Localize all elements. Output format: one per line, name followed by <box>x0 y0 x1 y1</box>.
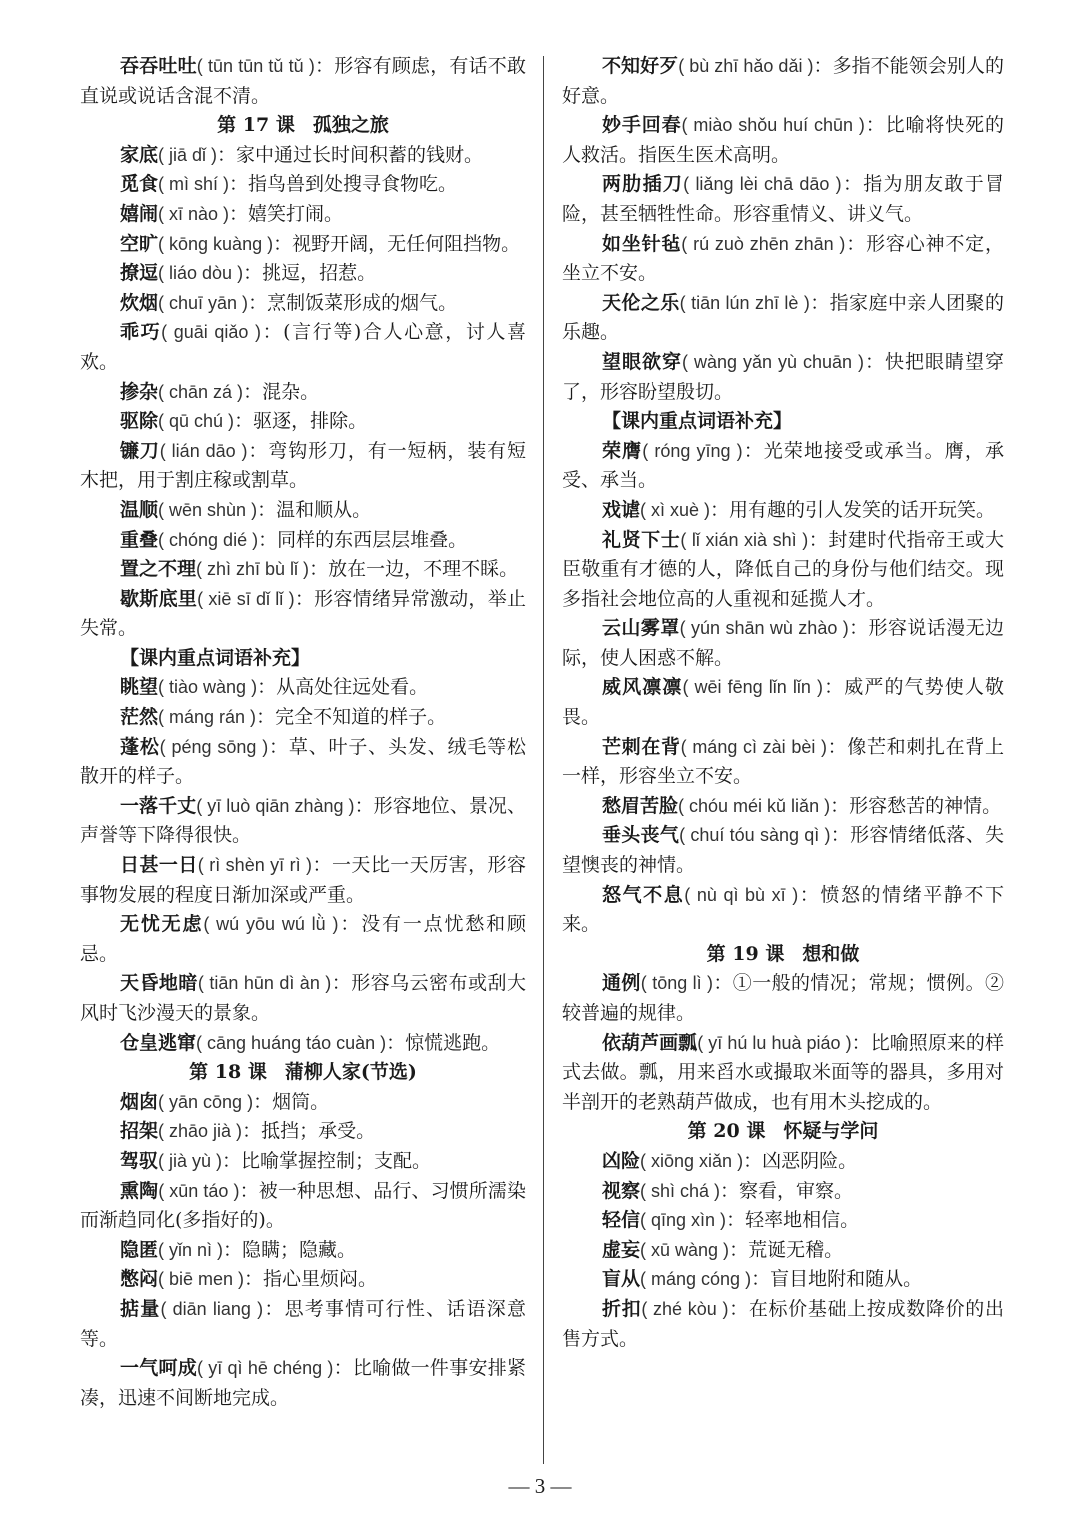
vocab-definition: ：指心里烦闷。 <box>244 1268 378 1291</box>
vocab-entry <box>80 792 526 851</box>
vocab-pinyin: ( máng rán ) <box>158 707 257 728</box>
vocab-pinyin: ( bù zhī hǎo dǎi ) <box>678 56 814 76</box>
vocab-entry <box>562 792 1004 822</box>
lesson-title: 怀疑与学问 <box>783 1120 879 1143</box>
vocab-word: 驾驭 <box>120 1149 159 1172</box>
vocab-definition: ：封建时代指帝王或大臣敬重有才德的人，降低自己的身份与他们结交。现多指社会地位高的人重视和延揽人才。 <box>562 528 1004 610</box>
vocab-entry <box>80 673 526 703</box>
vocab-word: 芒刺在背 <box>602 735 681 758</box>
vocab-pinyin: ( yān cōng ) <box>158 1091 254 1112</box>
vocab-pinyin: ( biē men ) <box>158 1269 245 1290</box>
vocab-word: 日甚一日 <box>120 854 198 877</box>
vocab-entry <box>80 969 526 1028</box>
vocab-definition: ：①一般的情况；常规；惯例。②较普遍的规律。 <box>562 972 1004 1024</box>
vocab-pinyin: ( xūn táo ) <box>158 1180 240 1201</box>
vocab-pinyin: ( shì chá ) <box>640 1180 721 1201</box>
vocab-definition: ：被一种思想、品行、习惯所濡染而渐趋同化(多指好的)。 <box>80 1179 526 1232</box>
vocab-entry <box>80 1354 526 1413</box>
vocab-pinyin: ( zhāo jià ) <box>158 1121 243 1142</box>
vocab-word: 隐匿 <box>120 1238 159 1261</box>
vocab-word: 炊烟 <box>120 291 159 314</box>
vocab-definition: ：形容地位、景况、声誉等下降得很快。 <box>80 794 526 847</box>
vocab-entry <box>80 259 526 289</box>
vocab-word: 蓬松 <box>120 735 160 758</box>
vocab-word: 威风凛凛 <box>602 676 683 699</box>
vocab-definition: ：盲目地附和随从。 <box>751 1268 923 1291</box>
vocab-word: 云山雾罩 <box>602 617 680 640</box>
vocab-definition: ：用有趣的引人发笑的话开玩笑。 <box>710 498 996 521</box>
section-subheading: 【课内重点词语补充】 <box>120 646 311 669</box>
vocab-entry <box>562 526 1004 615</box>
vocab-entry <box>80 851 526 910</box>
vocab-word: 一落千丈 <box>120 794 197 817</box>
vocab-word: 眺望 <box>120 676 159 699</box>
vocab-word: 通例 <box>602 972 641 995</box>
vocab-definition: ：视野开阔，无任何阻挡物。 <box>273 232 521 255</box>
vocab-definition: ：像芒和刺扎在背上一样，形容坐立不安。 <box>562 735 1004 788</box>
vocab-definition: ：比喻将快死的人救活。指医生医术高明。 <box>562 114 1004 166</box>
lesson-number: 第 17 课 <box>217 114 295 137</box>
vocab-definition: ：挑逗，招惹。 <box>243 262 377 285</box>
vocab-word: 置之不理 <box>120 558 197 581</box>
vocab-word: 垂头丧气 <box>602 824 680 847</box>
vocab-entry <box>80 1295 526 1354</box>
vocab-pinyin: ( róng yīng ) <box>642 440 743 461</box>
vocab-definition: ：草、叶子、头发、绒毛等松散开的样子。 <box>80 735 526 788</box>
vocab-definition: ：隐瞒；隐藏。 <box>223 1238 357 1261</box>
vocab-word: 妙手回春 <box>602 114 682 137</box>
vocab-entry <box>80 1029 526 1059</box>
vocab-pinyin: ( yī luò qiān zhàng ) <box>196 795 355 816</box>
vocab-pinyin: ( liáo dòu ) <box>158 263 244 284</box>
vocab-pinyin: ( xū wàng ) <box>640 1239 730 1260</box>
vocab-word: 烟囱 <box>120 1090 159 1113</box>
vocab-pinyin: ( tūn tūn tǔ tǔ ) <box>196 56 315 76</box>
vocab-word: 虚妄 <box>602 1238 641 1261</box>
vocab-pinyin: ( chuí tóu sàng qì ) <box>679 825 831 846</box>
vocab-pinyin: ( wēn shùn ) <box>158 499 258 520</box>
vocab-entry <box>562 673 1004 732</box>
vocab-definition: ：从高处往远处看。 <box>257 676 429 699</box>
vocab-entry <box>80 1236 526 1266</box>
vocab-word: 仓皇逃窜 <box>120 1031 197 1054</box>
vocab-pinyin: ( tiān hūn dì àn ) <box>197 973 332 994</box>
vocab-word: 轻信 <box>602 1209 641 1232</box>
vocab-pinyin: ( péng sōng ) <box>159 736 269 757</box>
vocab-word: 怒气不息 <box>602 883 685 906</box>
vocab-pinyin: ( lián dāo ) <box>159 440 248 461</box>
vocab-pinyin: ( zhì zhī bù lǐ ) <box>196 559 310 580</box>
vocab-word: 如坐针毡 <box>602 232 682 255</box>
vocab-entry <box>562 969 1004 1028</box>
vocab-pinyin: ( xī nào ) <box>158 203 230 224</box>
lesson-title: 想和做 <box>802 942 860 965</box>
vocab-pinyin: ( tiān lún zhī lè ) <box>679 292 810 313</box>
vocab-entry <box>80 437 526 496</box>
vocab-entry <box>80 289 526 319</box>
lesson-title: 孤独之旅 <box>312 114 389 137</box>
vocab-entry <box>80 52 526 111</box>
vocab-entry <box>562 1029 1004 1118</box>
vocab-entry <box>562 111 1004 170</box>
vocab-definition: ：指为朋友敢于冒险，甚至牺牲性命。形容重情义、讲义气。 <box>562 173 1004 225</box>
vocab-pinyin: ( chóu méi kǔ liǎn ) <box>678 795 831 816</box>
vocab-definition: ：形容说话漫无边际，使人困惑不解。 <box>562 617 1004 669</box>
vocab-word: 掺杂 <box>120 380 159 403</box>
vocab-pinyin: ( xì xuè ) <box>640 499 711 520</box>
vocab-entry <box>80 170 526 200</box>
vocab-definition: ：光荣地接受或承当。膺，承受、承当。 <box>562 439 1004 492</box>
vocab-entry <box>80 318 526 377</box>
vocab-word: 觅食 <box>120 173 159 196</box>
vocab-definition: ：形容情绪异常激动，举止失常。 <box>80 587 526 640</box>
vocab-word: 望眼欲穿 <box>602 350 682 373</box>
vocab-entry <box>562 52 1004 111</box>
vocab-pinyin: ( wú yōu wú lǜ ) <box>203 914 339 935</box>
vocab-pinyin: ( máng cóng ) <box>640 1269 752 1290</box>
vocab-entry <box>562 348 1004 407</box>
lesson-number: 第 20 课 <box>687 1120 766 1143</box>
vocab-pinyin: ( guāi qiǎo ) <box>161 322 261 343</box>
vocab-entry <box>562 1295 1004 1354</box>
vocab-entry <box>562 1236 1004 1266</box>
vocab-entry <box>562 289 1004 348</box>
vocab-definition: ：快把眼睛望穿了，形容盼望殷切。 <box>562 350 1004 403</box>
vocab-word: 掂量 <box>120 1297 161 1320</box>
vocab-entry <box>562 1265 1004 1295</box>
vocab-entry <box>80 496 526 526</box>
vocab-definition: ：察看，审察。 <box>720 1179 854 1202</box>
vocab-entry <box>80 1147 526 1177</box>
vocab-entry <box>562 437 1004 496</box>
vocab-definition: ：形容情绪低落、失望懊丧的神情。 <box>562 824 1004 877</box>
vocab-definition: ：同样的东西层层堆叠。 <box>258 528 468 551</box>
vocab-word: 一气呵成 <box>120 1357 198 1380</box>
vocab-pinyin: ( yǐn nì ) <box>158 1239 224 1260</box>
vocab-word: 空旷 <box>120 232 159 255</box>
right-column <box>562 52 1004 1354</box>
vocab-pinyin: ( tōng lì ) <box>640 973 714 994</box>
vocab-definition: ：形容心神不定，坐立不安。 <box>562 232 1004 285</box>
vocab-definition: ：家中通过长时间积蓄的钱财。 <box>217 143 484 166</box>
vocab-word: 天昏地暗 <box>120 972 198 995</box>
vocab-definition: ：惊慌逃跑。 <box>386 1031 501 1054</box>
vocab-entry <box>562 821 1004 880</box>
vocab-word: 重叠 <box>120 528 159 551</box>
vocab-word: 愁眉苦脸 <box>602 794 679 817</box>
vocab-pinyin: ( zhé kòu ) <box>641 1298 729 1319</box>
lesson-number: 第 18 课 <box>189 1061 267 1084</box>
vocab-definition: ：多指不能领会别人的好意。 <box>562 55 1004 107</box>
vocab-pinyin: ( yún shān wù zhào ) <box>679 618 849 639</box>
vocab-word: 驱除 <box>120 410 159 433</box>
column-divider <box>543 56 544 1464</box>
vocab-pinyin: ( tiào wàng ) <box>158 677 258 698</box>
vocab-entry <box>80 1265 526 1295</box>
vocab-pinyin: ( kōng kuàng ) <box>158 233 274 254</box>
vocab-definition: ：嬉笑打闹。 <box>229 202 344 225</box>
vocab-pinyin: ( rì shèn yī rì ) <box>197 855 313 876</box>
section-subheading: 【课内重点词语补充】 <box>602 410 793 433</box>
vocab-word: 礼贤下士 <box>602 528 681 551</box>
vocab-entry <box>562 881 1004 940</box>
vocab-word: 憋闷 <box>120 1268 159 1291</box>
vocab-pinyin: ( rú zuò zhēn zhān ) <box>681 233 846 254</box>
vocab-definition: ：比喻做一件事安排紧凑，迅速不间断地完成。 <box>80 1357 526 1409</box>
vocab-definition: ：指家庭中亲人团聚的乐趣。 <box>562 291 1004 344</box>
vocab-pinyin: ( wēi fēng lǐn lǐn ) <box>682 677 824 698</box>
vocab-definition: ：思考事情可行性、话语深意等。 <box>80 1297 526 1350</box>
vocab-word: 乖巧 <box>120 321 162 344</box>
vocab-pinyin: ( xiē sī dǐ lǐ ) <box>197 588 295 609</box>
lesson-number: 第 19 课 <box>706 942 785 965</box>
vocab-word: 天伦之乐 <box>602 291 680 314</box>
vocab-pinyin: ( diān liang ) <box>160 1298 264 1319</box>
vocab-pinyin: ( qū chú ) <box>158 411 235 432</box>
vocab-definition: ：轻率地相信。 <box>726 1209 860 1232</box>
vocab-word: 撩逗 <box>120 262 159 285</box>
vocab-pinyin: ( yī hú lu huà piáo ) <box>697 1032 852 1053</box>
vocab-entry <box>562 230 1004 289</box>
vocab-definition: ：混杂。 <box>243 380 320 403</box>
vocab-entry <box>562 733 1004 792</box>
vocab-pinyin: ( jià yù ) <box>158 1150 223 1171</box>
vocab-word: 荣膺 <box>602 439 643 462</box>
vocab-definition: ：温和顺从。 <box>257 498 372 521</box>
vocab-entry <box>562 1206 1004 1236</box>
vocab-entry <box>80 1088 526 1118</box>
lesson-heading <box>562 1117 1004 1147</box>
vocab-entry <box>80 910 526 969</box>
vocab-definition: ：比喻掌握控制；支配。 <box>222 1149 432 1172</box>
vocab-word: 折扣 <box>602 1297 642 1320</box>
vocab-definition: ：烹制饭菜形成的烟气。 <box>248 291 458 314</box>
vocab-word: 茫然 <box>120 706 159 729</box>
vocab-definition: ：凶恶阴险。 <box>743 1149 858 1172</box>
vocab-entry <box>80 200 526 230</box>
vocab-definition: ：完全不知道的样子。 <box>256 706 447 729</box>
vocab-pinyin: ( wàng yǎn yù chuān ) <box>681 351 865 372</box>
vocab-pinyin: ( lǐ xián xià shì ) <box>680 529 809 550</box>
vocab-pinyin: ( liǎng lèi chā dāo ) <box>683 174 842 195</box>
vocab-pinyin: ( cāng huáng táo cuàn ) <box>196 1032 387 1053</box>
vocab-definition: ：抵挡；承受。 <box>242 1120 376 1143</box>
vocab-word: 无忧无虑 <box>120 913 204 936</box>
vocab-word: 戏谑 <box>602 498 641 521</box>
vocab-entry <box>80 555 526 585</box>
vocab-definition: ：指鸟兽到处搜寻食物吃。 <box>229 173 458 196</box>
vocab-definition: ：没有一点忧愁和顾忌。 <box>80 913 526 965</box>
vocab-word: 盲从 <box>602 1268 641 1291</box>
vocab-pinyin: ( máng cì zài bèi ) <box>680 736 828 757</box>
vocab-entry <box>80 378 526 408</box>
vocab-word: 不知好歹 <box>602 55 679 77</box>
vocab-entry <box>80 230 526 260</box>
vocab-word: 依葫芦画瓢 <box>602 1031 698 1054</box>
vocab-pinyin: ( miào shǒu huí chūn ) <box>681 115 865 136</box>
vocab-definition: ：驱逐，排除。 <box>234 410 368 433</box>
vocab-entry <box>562 496 1004 526</box>
vocab-entry <box>80 733 526 792</box>
vocab-definition: ：比喻照原来的样式去做。瓢，用来舀水或撮取米面等的器具，多用对半剖开的老熟葫芦做成，也有用木头挖成的。 <box>562 1031 1004 1113</box>
vocab-entry <box>562 1177 1004 1207</box>
vocab-pinyin: ( jiā dǐ ) <box>158 144 218 165</box>
vocab-entry <box>80 407 526 437</box>
vocab-entry <box>80 703 526 733</box>
vocab-definition: ：形容乌云密布或刮大风时飞沙漫天的景象。 <box>80 972 526 1024</box>
vocab-entry <box>562 1147 1004 1177</box>
vocab-pinyin: ( nù qì bù xī ) <box>684 884 799 905</box>
vocab-entry <box>80 526 526 556</box>
page-number: — 3 — <box>508 1474 572 1498</box>
vocab-entry <box>80 1117 526 1147</box>
left-column <box>80 52 526 1413</box>
vocab-pinyin: ( yī qì hē chéng ) <box>197 1358 334 1379</box>
lesson-heading <box>80 111 526 141</box>
vocab-word: 凶险 <box>602 1149 641 1172</box>
vocab-pinyin: ( chóng dié ) <box>158 529 259 550</box>
vocab-word: 温顺 <box>120 498 159 521</box>
vocab-word: 招架 <box>120 1120 159 1143</box>
lesson-heading <box>80 1058 526 1088</box>
vocab-word: 家底 <box>120 143 159 166</box>
vocab-entry <box>562 170 1004 229</box>
vocab-definition: ：烟筒。 <box>253 1090 330 1113</box>
vocab-definition: ：愤怒的情绪平静不下来。 <box>562 883 1004 936</box>
vocab-entry <box>562 614 1004 673</box>
lesson-heading <box>562 940 1004 970</box>
vocab-definition: ：威严的气势使人敬畏。 <box>562 676 1004 729</box>
vocab-entry <box>80 141 526 171</box>
vocab-pinyin: ( qīng xìn ) <box>640 1210 727 1231</box>
vocab-word: 熏陶 <box>120 1179 159 1202</box>
vocab-definition: ：在标价基础上按成数降价的出售方式。 <box>562 1297 1004 1350</box>
vocab-word: 歇斯底里 <box>120 587 198 610</box>
vocab-word: 镰刀 <box>120 439 160 462</box>
vocab-pinyin: ( mì shí ) <box>158 174 230 195</box>
vocab-definition: ：放在一边，不理不睬。 <box>309 558 519 581</box>
vocab-definition: ：形容有顾虑，有话不敢直说或说话含混不清。 <box>80 55 526 107</box>
vocab-definition: ：弯钩形刀，有一短柄，装有短木把，用于割庄稼或割草。 <box>80 439 526 492</box>
lesson-title: 蒲柳人家(节选) <box>284 1061 417 1084</box>
vocab-definition: ：一天比一天厉害，形容事物发展的程度日渐加深或严重。 <box>80 854 526 906</box>
vocab-pinyin: ( xiōng xiǎn ) <box>640 1150 744 1171</box>
vocab-definition: ：形容愁苦的神情。 <box>830 794 1002 817</box>
vocab-pinyin: ( chān zá ) <box>158 381 244 402</box>
vocab-pinyin: ( chuī yān ) <box>158 292 249 313</box>
vocab-definition: ：荒诞无稽。 <box>729 1238 844 1261</box>
vocab-word: 吞吞吐吐 <box>120 55 197 77</box>
vocab-definition: ：(言行等)合人心意，讨人喜欢。 <box>80 321 526 373</box>
vocab-word: 视察 <box>602 1179 641 1202</box>
vocab-word: 两肋插刀 <box>602 173 684 196</box>
vocab-word: 嬉闹 <box>120 202 159 225</box>
vocab-entry <box>80 585 526 644</box>
vocab-entry <box>80 1177 526 1236</box>
